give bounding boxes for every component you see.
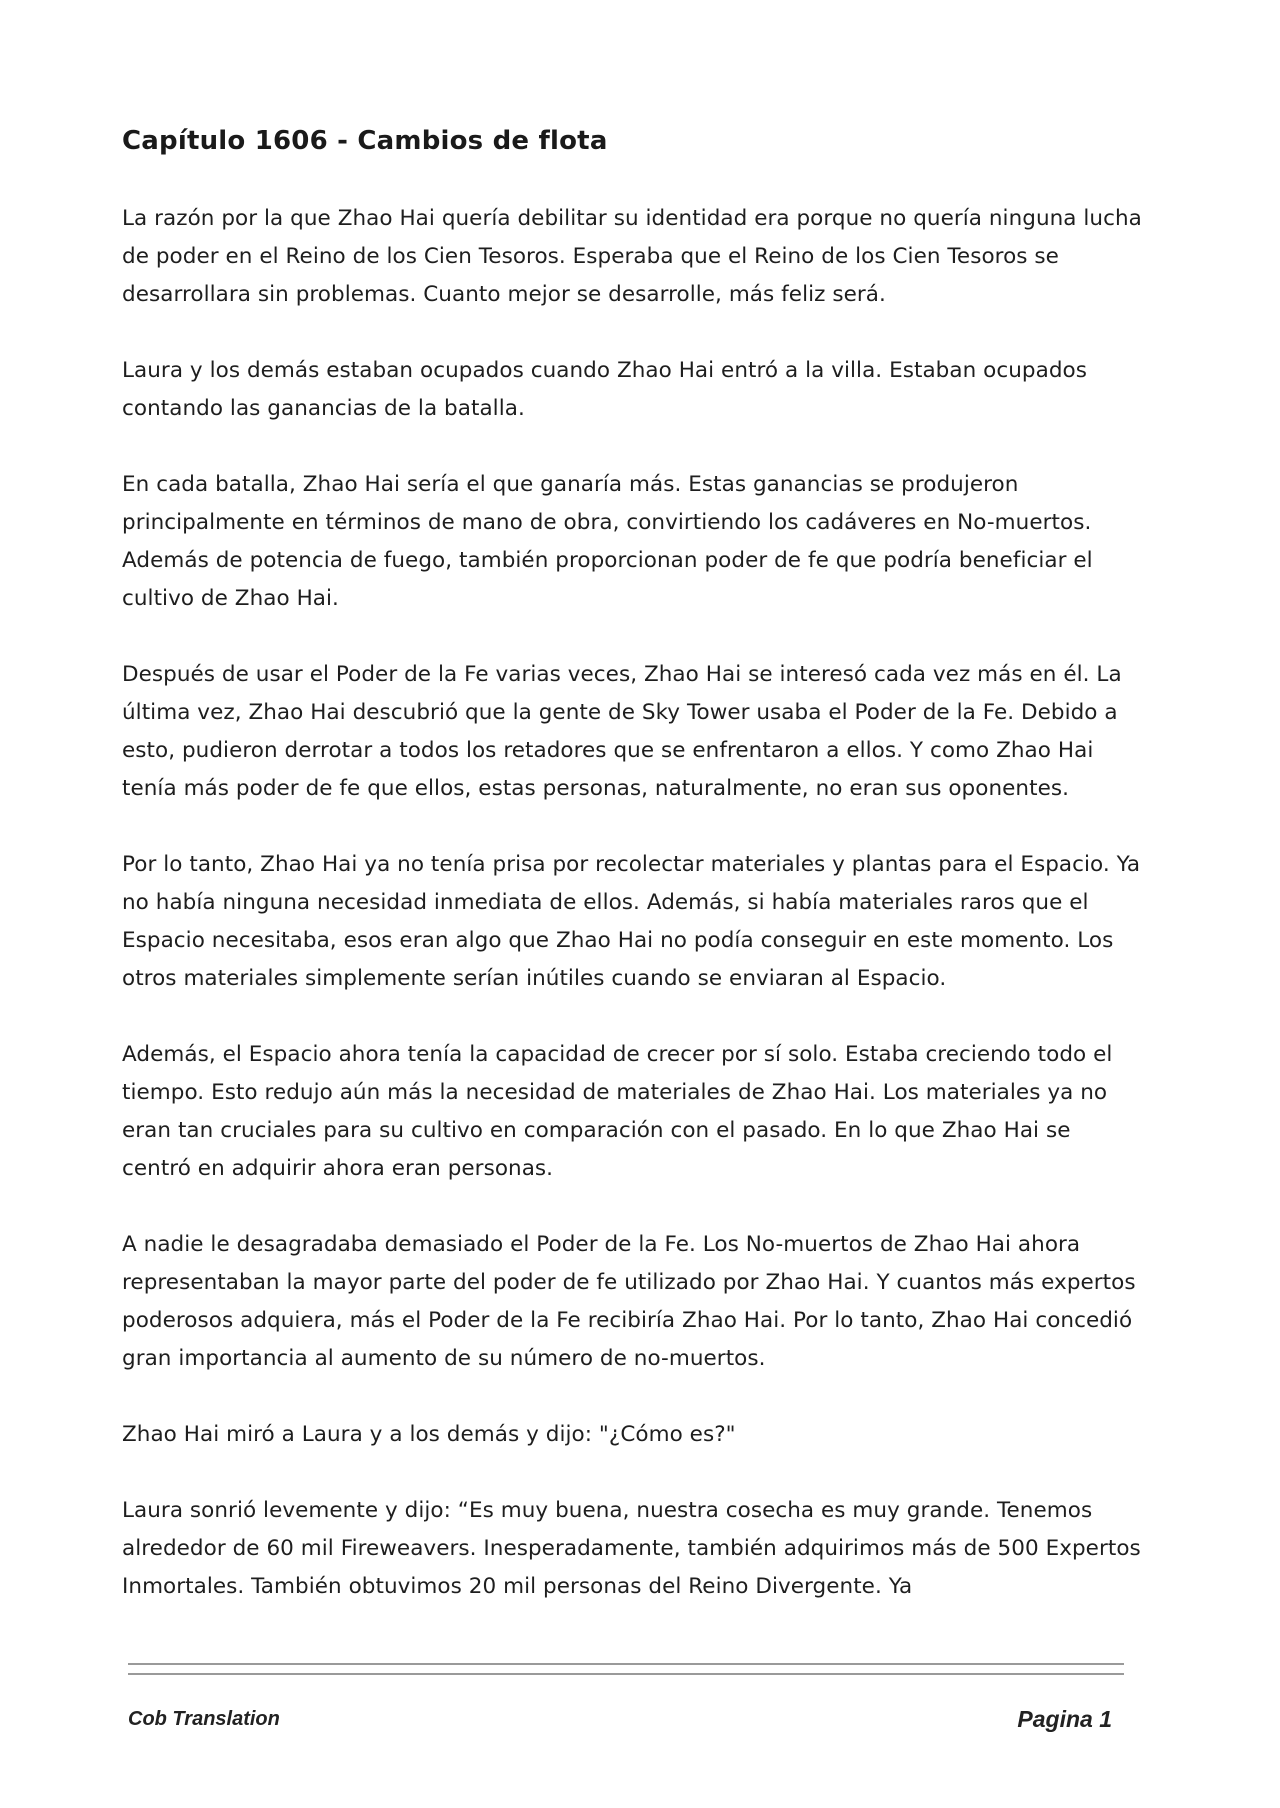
- paragraph: Laura y los demás estaban ocupados cuando Zhao Hai entró a la villa. Estaban ocupados contando las ganancias de la batalla.: [122, 358, 1087, 421]
- paragraph: Laura sonrió levemente y dijo: “Es muy buena, nuestra cosecha es muy grande. Tenemos alrededor de 60 mil Fireweavers. Inesperadamente, también adquirimos más de 500 Expertos Inmortales. También obtuvimos 20 mil personas del Reino Divergente. Ya: [122, 1498, 1141, 1599]
- footer-page-number: Pagina 1: [1017, 1706, 1112, 1732]
- paragraph: Zhao Hai miró a Laura y a los demás y dijo: "¿Cómo es?": [122, 1422, 736, 1447]
- footer-divider-bottom: [128, 1673, 1124, 1675]
- paragraph: La razón por la que Zhao Hai quería debilitar su identidad era porque no quería ninguna lucha de poder en el Reino de los Cien Tesoros. Esperaba que el Reino de los Cien Tesoros se desarrollara sin problemas. Cuanto mejor se desarrolle, más feliz será.: [122, 206, 1142, 307]
- paragraph: Después de usar el Poder de la Fe varias veces, Zhao Hai se interesó cada vez más en él. La última vez, Zhao Hai descubrió que la gente de Sky Tower usaba el Poder de la Fe. Debido a esto, pudieron derrotar a todos los retadores que se enfrentaron a ellos. Y como Zhao Hai tenía más poder de fe que ellos, estas personas, naturalmente, no eran sus oponentes.: [122, 662, 1122, 801]
- paragraph: A nadie le desagradaba demasiado el Poder de la Fe. Los No-muertos de Zhao Hai ahora representaban la mayor parte del poder de fe utilizado por Zhao Hai. Y cuantos más expertos poderosos adquiera, más el Poder de la Fe recibiría Zhao Hai. Por lo tanto, Zhao Hai concedió gran importancia al aumento de su número de no-muertos.: [122, 1232, 1136, 1371]
- footer-divider-top: [128, 1663, 1124, 1665]
- paragraph: Por lo tanto, Zhao Hai ya no tenía prisa por recolectar materiales y plantas para el Espacio. Ya no había ninguna necesidad inmediata de ellos. Además, si había materiales raros que el Espacio necesitaba, esos eran algo que Zhao Hai no podía conseguir en este momento. Los otros materiales simplemente serían inútiles cuando se enviaran al Espacio.: [122, 852, 1141, 991]
- chapter-body: [122, 200, 1142, 1644]
- chapter-title: Capítulo 1606 - Cambios de flota: [122, 126, 608, 156]
- footer-publisher: Cob Translation: [128, 1708, 280, 1730]
- paragraph: Además, el Espacio ahora tenía la capacidad de crecer por sí solo. Estaba creciendo todo el tiempo. Esto redujo aún más la necesidad de materiales de Zhao Hai. Los materiales ya no eran tan cruciales para su cultivo en comparación con el pasado. En lo que Zhao Hai se centró en adquirir ahora eran personas.: [122, 1042, 1113, 1181]
- paragraph: En cada batalla, Zhao Hai sería el que ganaría más. Estas ganancias se produjeron principalmente en términos de mano de obra, convirtiendo los cadáveres en No-muertos. Además de potencia de fuego, también proporcionan poder de fe que podría beneficiar el cultivo de Zhao Hai.: [122, 472, 1093, 611]
